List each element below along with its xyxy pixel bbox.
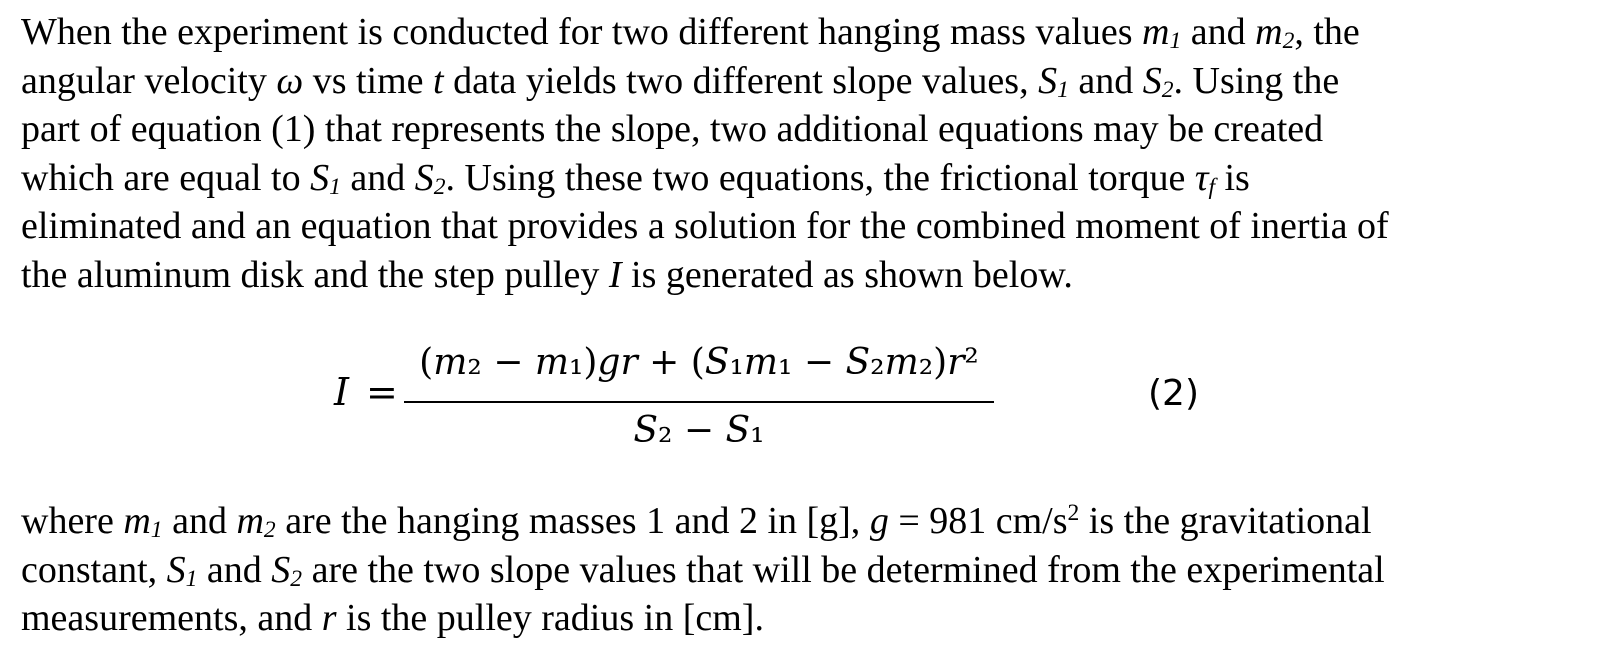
intro-paragraph <box>21 8 1596 299</box>
intro-line-6 <box>21 251 1596 300</box>
var-S2: $S_2$ <box>271 548 303 592</box>
text-run: , the <box>1294 11 1360 53</box>
var-g: g <box>869 500 889 542</box>
text-run: and <box>340 156 415 199</box>
intro-line-1 <box>21 8 1596 57</box>
var-I: I <box>608 253 622 296</box>
var-S1: $S_1$ <box>1038 59 1069 103</box>
intro-line-5: eliminated and an equation that provides a solution for the combined moment of inertia of <box>21 205 1389 247</box>
fraction-numerator: (𝑚₂ − 𝑚₁)𝑔𝑟 + (𝑆₁𝑚₁ − 𝑆₂𝑚₂)𝑟² <box>419 342 979 383</box>
var-S1: $S_1$ <box>166 548 198 592</box>
text-run: = 981 cm/s <box>888 500 1068 542</box>
superscript-2: 2 <box>1067 500 1080 527</box>
intro-line-3: part of equation (1) that represents the slope, two additional equations may be created <box>21 108 1324 150</box>
text-run: are the hanging masses 1 and 2 in [g], <box>275 500 870 542</box>
intro-line-2 <box>21 57 1596 106</box>
text-run: measurements, and <box>21 597 322 639</box>
text-run: is the pulley radius in [cm]. <box>336 597 764 639</box>
text-run: and <box>1181 11 1256 53</box>
var-tau-f: $\tau_f$ <box>1194 156 1215 200</box>
var-S1: $S_1$ <box>310 156 341 200</box>
var-S2: $S_2$ <box>414 156 446 200</box>
var-r: r <box>321 597 337 639</box>
var-t: t <box>433 59 444 102</box>
text-run: is the gravitational <box>1079 500 1372 542</box>
text-run: where <box>21 500 124 542</box>
text-run: vs time <box>303 59 434 102</box>
definitions-paragraph <box>21 497 1596 643</box>
text-run: are the two slope values that will be determined from the experimental <box>302 548 1385 591</box>
definitions-line-2 <box>21 546 1596 595</box>
equation-number: (2) <box>1148 373 1199 414</box>
text-run: . Using these two equations, the frictional torque <box>445 156 1195 199</box>
var-m1: $m_1$ <box>123 500 163 544</box>
fraction-bar <box>404 401 994 403</box>
intro-line-4 <box>21 154 1596 203</box>
text-run: constant, <box>21 548 167 591</box>
equation-2 <box>0 330 1612 470</box>
equals-sign: = <box>366 370 398 414</box>
text-run: angular velocity <box>21 59 277 102</box>
text-run: When the experiment is conducted for two different hanging mass values <box>21 11 1143 53</box>
var-m2: $m_2$ <box>236 500 276 544</box>
text-run: the aluminum disk and the step pulley <box>21 253 609 296</box>
text-run: . Using the <box>1173 59 1340 102</box>
var-m1: $m_1$ <box>1142 11 1182 55</box>
text-run: which are equal to <box>21 156 311 199</box>
text-run: is generated as shown below. <box>621 253 1073 296</box>
text-run: is <box>1214 156 1250 199</box>
definitions-line-3 <box>21 594 1596 643</box>
text-run: and <box>1068 59 1143 102</box>
definitions-line-1 <box>21 497 1596 546</box>
fraction-denominator: 𝑆₂ − 𝑆₁ <box>633 410 765 451</box>
equation-lhs: I <box>334 370 350 414</box>
text-run: and <box>162 500 237 542</box>
var-S2: $S_2$ <box>1142 59 1174 103</box>
var-m2: $m_2$ <box>1255 11 1295 55</box>
text-run: and <box>197 548 272 591</box>
text-run: data yields two different slope values, <box>443 59 1039 102</box>
var-omega: ω <box>276 59 304 102</box>
